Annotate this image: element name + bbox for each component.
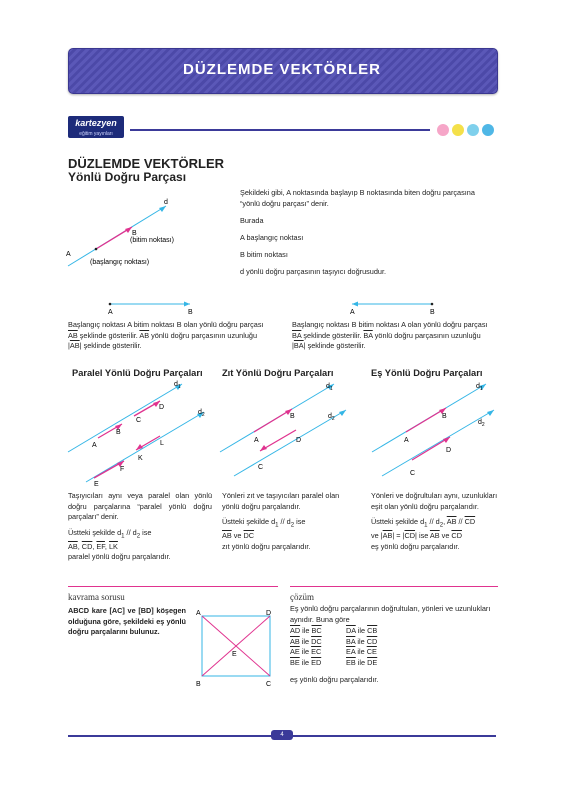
z-label-d: D [296,437,302,444]
intro-line-1: A başlangıç noktası [240,233,304,242]
svg-text:d1: $d_1$ [174,381,181,390]
sq-label-e: E [232,651,237,658]
sq-label-c: C [266,681,272,688]
cozum-intro: Eş yönlü doğru parçalarının doğrultuları, yönleri ve uzunlukları aynıdır. Buna göre [290,604,491,624]
sq-label-d: D [266,610,272,617]
z-label-a: A [254,437,259,444]
intro-burada: Burada [240,216,264,225]
zit-text: Yönleri zıt ve taşıyıcıları paralel olan yönlü doğru parçalarıdır. Üstteki şekilde $d_1 // d_2$ ise $\overline{AB}$ ve $\overline{DC}$ zıt yönlü doğru parçalarıdır. [222,491,340,551]
cozum-pair-row: $\overline{AB}$ ile $\overline{DC}$ $\overline{BA}$ ile $\overline{CD}$ [290,636,378,646]
header-rule [130,129,430,131]
e-label-b: B [442,413,447,420]
label-d: d [164,199,168,206]
ab-notation-text: Başlangıç noktası A bitim noktası B olan yönlü doğru parçası $\overline{AB}$ şeklinde gösterilir. $\overline{AB}$ yönlü doğru parçasının uzunluğu $|\overline{AB}|$ şeklinde gösterilir. [68,320,264,351]
banner-title: DÜZLEMDE VEKTÖRLER [183,61,381,78]
p-label-d: D [159,404,165,411]
svg-text:d2: $d_2$ [198,409,205,418]
svg-text:d2: $d_2$ [328,413,335,422]
cozum-pair-row: $\overline{BE}$ ile $\overline{ED}$ $\overline{EB}$ ile $\overline{DE}$ [290,657,378,667]
cozum-outro: eş yönlü doğru parçalarıdır. [290,675,379,684]
cozum-pairs [290,626,496,668]
kavrama-label: kavrama sorusu [68,592,125,602]
paralel-title: Paralel Yönlü Doğru Parçaları [72,368,203,378]
label-b: B [132,230,137,237]
p-label-f: F [120,466,125,473]
cozum-pair-row: $\overline{AD}$ ile $\overline{BC}$ $\overline{DA}$ ile $\overline{CB}$ [290,626,378,635]
p-label-b: B [116,429,121,436]
label-a-note: (başlangıç noktası) [90,259,150,266]
svg-text:d2: $d_2$ [478,419,485,428]
logo-tagline: eğitim yayınları [79,131,113,137]
p-label-l: L [160,440,164,447]
e-label-c: C [410,470,416,477]
kavrama-question: ABCD kare [AC] ve [BD] köşegen olduğuna göre, şekildeki eş yönlü doğru parçalarını bulunuz. [68,606,186,637]
cozum-label: çözüm [290,592,314,602]
p-label-k: K [138,455,143,462]
decor-dot-1 [437,124,449,136]
es-text: Yönleri ve doğrultuları aynı, uzunlukları eşit olan yönlü doğru parçalarıdır. Üstteki şekilde $d_1 // d_2$, $\overline{AB} // \overline{CD}$ ve $|\overline{AB}| = |\overline{CD}|$ ise $\overline{AB}$ ve $\overline{CD}$ eş yönlü doğru parçalarıdır. [371,491,498,551]
decor-dot-3 [467,124,479,136]
e-label-a: A [404,437,409,444]
decor-dot-2 [452,124,464,136]
label-a: A [66,251,71,258]
sq-label-b: B [196,681,201,688]
ba-segment-figure [342,298,452,316]
svg-text:d1: $d_1$ [476,383,483,392]
ba-notation-text: Başlangıç noktası B bitim noktası A olan yönlü doğru parçası $\overline{BA}$ şeklinde gösterilir. $\overline{BA}$ yönlü doğru parçasının uzunluğu $|\overline{BA}|$ şeklinde gösterilir. [292,320,488,351]
logo-name: kartezyen [75,118,117,128]
zit-figure [214,378,364,478]
svg-text:d1: $d_1$ [326,383,333,392]
intro-line-3: d yönlü doğru parçasının taşıyıcı doğrusudur. [240,267,387,276]
page-number: 4 [271,730,293,740]
square-figure [194,608,278,688]
cozum-header [290,586,498,601]
paralel-text: Taşıyıcıları aynı veya paralel olan yönlü doğru parçalarına “paralel yönlü doğru parçaları” denir. Üstteki şekilde $d_1 // d_2$ ise $\overline{AB}$, $\overline{CD}$, $\overline{EF}$, $\overline{LK}$ paralel yönlü doğru parçalarıdır. [68,491,212,562]
paralel-figure [64,378,214,486]
ab-label-a: A [108,309,113,316]
ba-label-b: B [430,309,435,316]
directed-segment-figure [66,196,206,272]
z-label-b: B [290,413,295,420]
intro-line-2: B bitim noktası [240,250,288,259]
zit-title: Zıt Yönlü Doğru Parçaları [222,368,334,378]
es-title: Eş Yönlü Doğru Parçaları [371,368,483,378]
p-label-c: C [136,417,142,424]
kavrama-header [68,586,278,601]
p-label-a: A [92,442,97,449]
ba-label-a: A [350,309,355,316]
label-b-note: (bitim noktası) [130,237,174,244]
p-label-e: E [94,481,99,486]
sq-label-a: A [196,610,201,617]
ab-label-b: B [188,309,193,316]
decor-dot-4 [482,124,494,136]
ab-segment-figure [100,298,210,316]
cozum-pair-row: $\overline{AE}$ ile $\overline{EC}$ $\overline{EA}$ ile $\overline{CE}$ [290,647,377,657]
page-subtitle: Yönlü Doğru Parçası [68,170,187,184]
intro-paragraph: Şekildeki gibi, A noktasında başlayıp B noktasında biten doğru parçasına “yönlü doğru parçası” denir. [240,188,475,208]
e-label-d: D [446,447,452,454]
es-figure [366,378,506,478]
page-title: DÜZLEMDE VEKTÖRLER [68,156,224,171]
z-label-c: C [258,464,264,471]
